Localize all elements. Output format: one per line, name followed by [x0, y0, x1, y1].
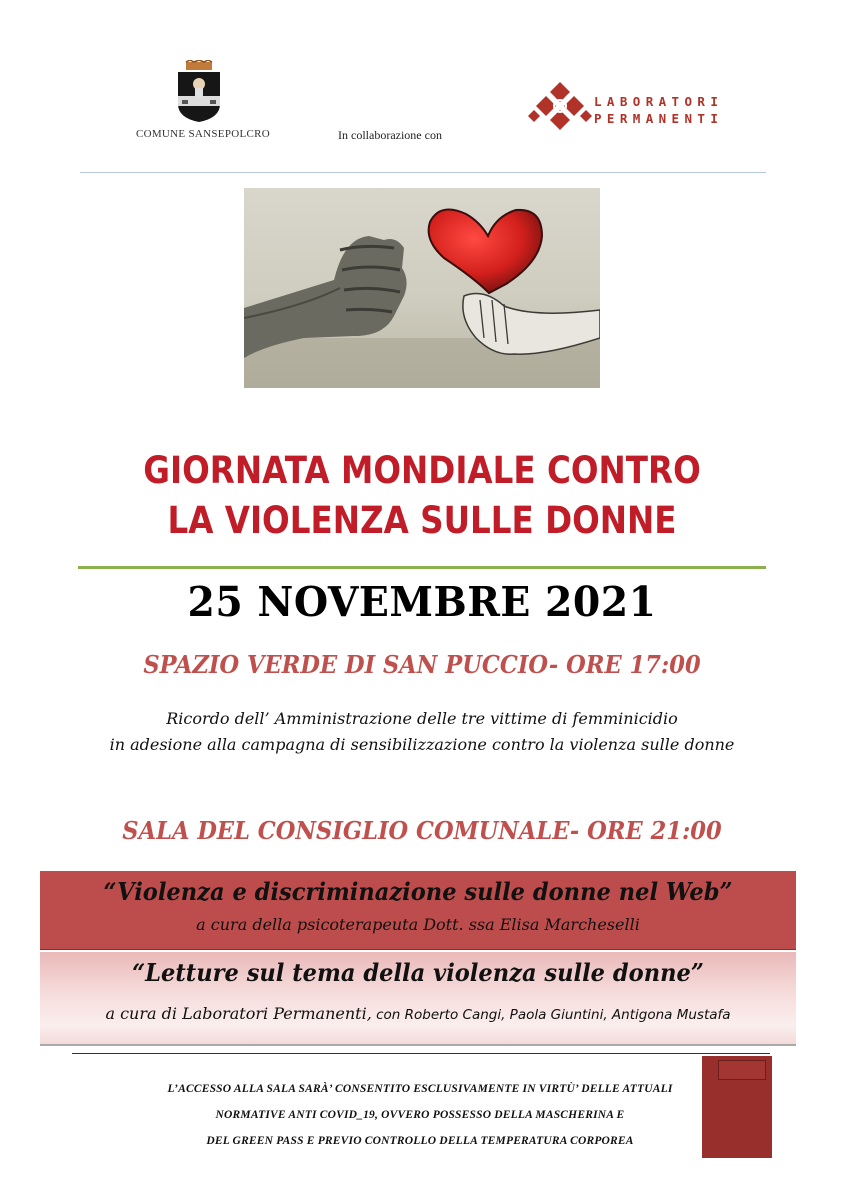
collaboration-text: In collaborazione con: [338, 128, 442, 142]
notice-line2: NORMATIVE ANTI COVID_19, OVVERO POSSESSO DELLA MASCHERINA E: [215, 1109, 625, 1121]
event-date: 25 NOVEMBRE 2021: [187, 578, 657, 626]
event1-description: [40, 706, 804, 758]
talk1-credit: a cura della psicoterapeuta Dott. ssa Elisa Marcheselli: [196, 915, 640, 934]
event2-heading: SALA DEL CONSIGLIO COMUNALE- ORE 21:00: [122, 816, 722, 845]
title-divider: [78, 566, 766, 569]
fist-and-heart-illustration: [244, 188, 600, 388]
event1-desc-line2: in adesione alla campagna di sensibilizzazione contro la violenza sulle donne: [109, 735, 735, 754]
notice-line1: L’ACCESSO ALLA SALA SARÀ’ CONSENTITO ESCLUSIVAMENTE IN VIRTÙ’ DELLE ATTUALI: [167, 1083, 673, 1095]
event1-desc-line1: Ricordo dell’ Amministrazione delle tre vittime di femminicidio: [166, 709, 678, 728]
poster-title: [86, 446, 758, 546]
event1-heading: SPAZIO VERDE DI SAN PUCCIO- ORE 17:00: [143, 650, 701, 679]
lab-line1: LABORATORI: [594, 94, 724, 109]
footer-divider: [72, 1053, 770, 1054]
talk2-banner: [40, 952, 796, 1046]
lab-line2: PERMANENTI: [594, 111, 724, 126]
talk1-title: “Violenza e discriminazione sulle donne nel Web”: [103, 877, 733, 906]
talk2-title: “Letture sul tema della violenza sulle donne”: [132, 958, 704, 987]
title-line1: GIORNATA MONDIALE CONTRO: [143, 449, 701, 492]
talk1-banner: [40, 871, 796, 949]
diamond-logo-icon: [528, 80, 592, 138]
notice-line3: DEL GREEN PASS E PREVIO CONTROLLO DELLA TEMPERATURA CORPOREA: [206, 1135, 634, 1147]
talk2-credit-names: con Roberto Cangi, Paola Giuntini, Antigona Mustafa: [371, 1007, 731, 1023]
title-line2: LA VIOLENZA SULLE DONNE: [167, 499, 677, 542]
laboratori-permanenti-logotype: [594, 93, 723, 127]
talk2-credit-prefix: a cura di Laboratori Permanenti,: [105, 1004, 372, 1023]
access-notice: [60, 1076, 780, 1154]
header-divider: [80, 172, 766, 173]
city-crest-icon: [174, 60, 224, 124]
talk2-credit: [40, 1004, 796, 1023]
comune-label: COMUNE SANSEPOLCRO: [135, 128, 271, 140]
